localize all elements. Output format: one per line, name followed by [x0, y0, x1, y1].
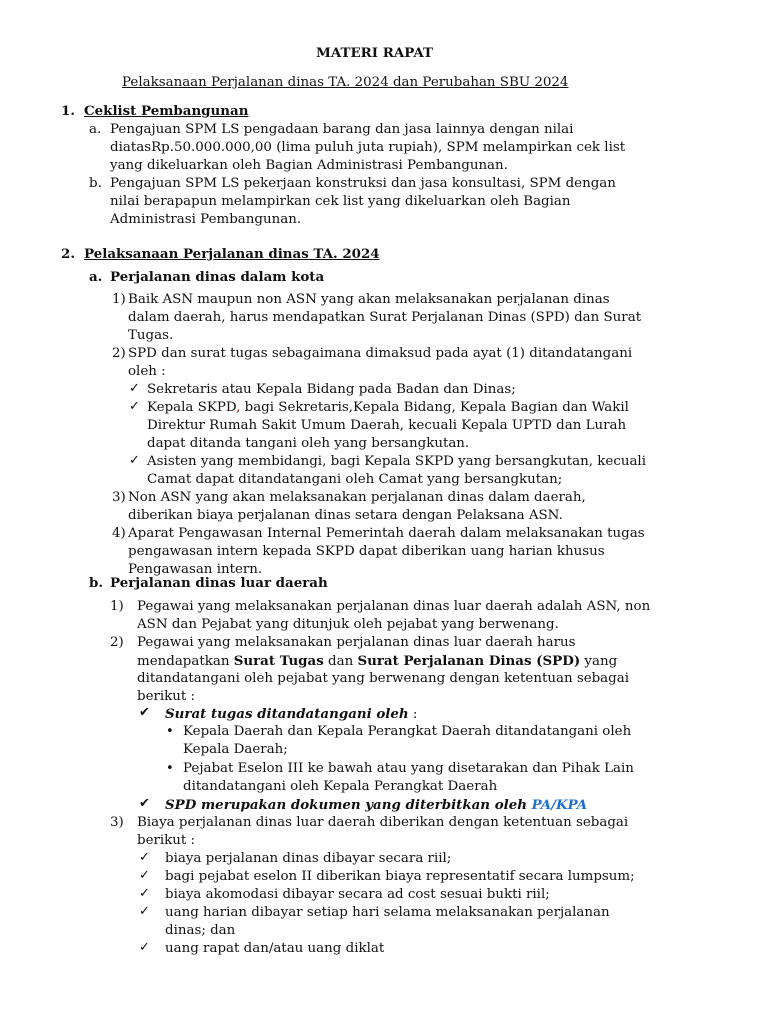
check-icon: ✓	[139, 940, 150, 955]
s2b-item1-marker: 1)	[110, 599, 124, 614]
s2b-item2-line: Pegawai yang melaksanakan perjalanan dinas luar daerah harus	[137, 635, 576, 650]
s2b-item1-line: ASN dan Pejabat yang ditunjuk oleh pejabat yang berwenang.	[137, 617, 559, 632]
s2-a-marker: a.	[89, 269, 103, 285]
s2a-check2-part: Kepala SKPD	[147, 400, 237, 415]
s2a-item2-line: oleh :	[128, 364, 166, 379]
s2b-item3-line: Biaya perjalanan dinas luar daerah diberikan dengan ketentuan sebagai	[137, 815, 629, 830]
s2a-item4-line: Pengawasan intern.	[128, 562, 263, 577]
s2b-item1-line: Pegawai yang melaksanakan perjalanan dinas luar daerah adalah ASN, non	[137, 599, 651, 614]
s2a-check2-line: dapat ditanda tangani oleh yang bersangkutan.	[147, 436, 470, 451]
s2a-check3-line: Asisten yang membidangi, bagi Kepala SKPD yang bersangkutan, kecuali	[147, 454, 646, 469]
s1-a-line: Pengajuan SPM LS pengadaan barang dan jasa lainnya dengan nilai	[110, 122, 574, 137]
s2a-item2-marker: 2)	[112, 346, 126, 361]
s2-a-heading: Perjalanan dinas dalam kota	[110, 269, 325, 285]
s2-b-marker: b.	[89, 575, 104, 591]
s1-a-marker: a.	[89, 122, 102, 137]
s2b-bullet2-line: Pejabat Eselon III ke bawah atau yang disetarakan dan Pihak Lain	[183, 761, 634, 776]
s2a-item1-line: Tugas.	[128, 328, 174, 343]
s2b-item2-line: berikut :	[137, 689, 196, 704]
s2b-item3-check: uang rapat dan/atau uang diklat	[165, 941, 385, 956]
doc-title: MATERI RAPAT	[316, 45, 433, 61]
s2-b-heading: Perjalanan dinas luar daerah	[110, 575, 328, 591]
check-icon: ✓	[139, 868, 150, 883]
bullet-icon: •	[166, 761, 174, 776]
s2a-item1-line: Baik ASN maupun non ASN yang akan melaksanakan perjalanan dinas	[128, 292, 610, 307]
s2a-item3-line: diberikan biaya perjalanan dinas setara dengan Pelaksana ASN.	[128, 508, 563, 523]
s2a-check2-line: Direktur Rumah Sakit Umum Daerah, kecuali Kepala UPTD dan Lurah	[147, 418, 627, 433]
check-icon: ✓	[129, 399, 140, 414]
s1-b-line: Administrasi Pembangunan.	[110, 212, 302, 227]
section-2-heading: Pelaksanaan Perjalanan dinas TA. 2024	[84, 246, 380, 262]
s1-b-marker: b.	[89, 176, 102, 191]
s2b-item2-marker: 2)	[110, 635, 124, 650]
s1-a-line: yang dikeluarkan oleh Bagian Administrasi Pembangunan.	[110, 158, 508, 173]
s2a-item4-line: Aparat Pengawasan Internal Pemerintah daerah dalam melaksanakan tugas	[128, 526, 645, 541]
doc-subtitle: Pelaksanaan Perjalanan dinas TA. 2024 dan Perubahan SBU 2024	[122, 75, 569, 90]
s2b-check1-colon: :	[408, 707, 418, 722]
check-icon: ✓	[139, 886, 150, 901]
s2b-item2-part: yang	[580, 654, 618, 669]
s2a-item1-line: dalam daerah, harus mendapatkan Surat Perjalanan Dinas (SPD) dan Surat	[128, 310, 642, 325]
s1-a-line: diatasRp.50.000.000,00 (lima puluh juta rupiah), SPM melampirkan cek list	[110, 140, 626, 155]
s2a-item3-line: Non ASN yang akan melaksanakan perjalanan dinas dalam daerah,	[128, 490, 586, 505]
check-icon: ✓	[129, 453, 140, 468]
s2b-item3-check: biaya akomodasi dibayar secara ad cost sesuai bukti riil;	[165, 887, 550, 902]
s2a-check1: Sekretaris atau Kepala Bidang pada Badan dan Dinas;	[147, 382, 516, 397]
check-icon: ✓	[139, 904, 150, 919]
s2a-item3-marker: 3)	[112, 490, 126, 505]
s2b-item3-check: biaya perjalanan dinas dibayar secara riil;	[165, 851, 452, 866]
s2b-item2-bold: Surat Perjalanan Dinas (SPD)	[357, 653, 581, 669]
s2b-bullet1-line: Kepala Daerah dan Kepala Perangkat Daerah ditandatangani oleh	[183, 724, 632, 739]
s2b-item2-line: ditandatangani oleh pejabat yang berwenang dengan ketentuan sebagai	[137, 671, 630, 686]
check-icon: ✓	[129, 381, 140, 396]
s2b-item3-check: bagi pejabat eselon II diberikan biaya representatif secara lumpsum;	[165, 869, 635, 884]
s1-b-line: nilai berapapun melampirkan cek list yang dikeluarkan oleh Bagian	[110, 194, 571, 209]
section-1-heading: Ceklist Pembangunan	[84, 103, 249, 119]
s2a-check3-line: Camat dapat ditandatangani oleh Camat yang bersangkutan;	[147, 472, 563, 487]
bullet-icon: •	[166, 724, 174, 739]
s2a-item1-marker: 1)	[112, 292, 126, 307]
s2b-item2-bold: Surat Tugas	[233, 653, 324, 669]
s2a-check2-red-comma: ,	[236, 400, 241, 415]
section-2-number: 2.	[61, 246, 75, 262]
s2b-check2	[165, 796, 587, 815]
s2b-bullet1-line: Kepala Daerah;	[183, 742, 288, 757]
s2a-item4-marker: 4)	[112, 526, 126, 541]
s1-b-line: Pengajuan SPM LS pekerjaan konstruksi dan jasa konsultasi, SPM dengan	[110, 176, 616, 191]
s2b-check2-label: SPD merupakan dokumen yang diterbitkan oleh	[165, 797, 532, 813]
s2b-item2-line	[137, 652, 617, 671]
s2a-check2-part: bagi Sekretaris,Kepala Bidang, Kepala Bagian dan Wakil	[240, 400, 629, 415]
s2b-bullet2-line: ditandatangani oleh Kepala Perangkat Daerah	[183, 779, 498, 794]
s2b-item3-marker: 3)	[110, 815, 124, 830]
s2b-check1-label: Surat tugas ditandatangani oleh	[165, 706, 409, 722]
check-bold-icon: ✔	[139, 705, 150, 720]
s2b-item3-check: uang harian dibayar setiap hari selama melaksanakan perjalanan	[165, 905, 610, 920]
s2a-check2-line	[147, 399, 629, 417]
s2b-item2-part: mendapatkan	[137, 654, 234, 669]
s2a-item4-line: pengawasan intern kepada SKPD dapat diberikan uang harian khusus	[128, 544, 605, 559]
check-bold-icon: ✔	[139, 796, 150, 811]
check-icon: ✓	[139, 850, 150, 865]
s2b-check1	[165, 705, 417, 724]
s2b-item3-line: berikut :	[137, 833, 196, 848]
s2b-item3-check-cont: dinas; dan	[165, 923, 236, 938]
section-1-number: 1.	[61, 103, 75, 119]
s2b-check2-blue: PA/KPA	[531, 797, 588, 813]
s2a-item2-line: SPD dan surat tugas sebagaimana dimaksud pada ayat (1) ditandatangani	[128, 346, 633, 361]
s2b-item2-part: dan	[323, 654, 358, 669]
